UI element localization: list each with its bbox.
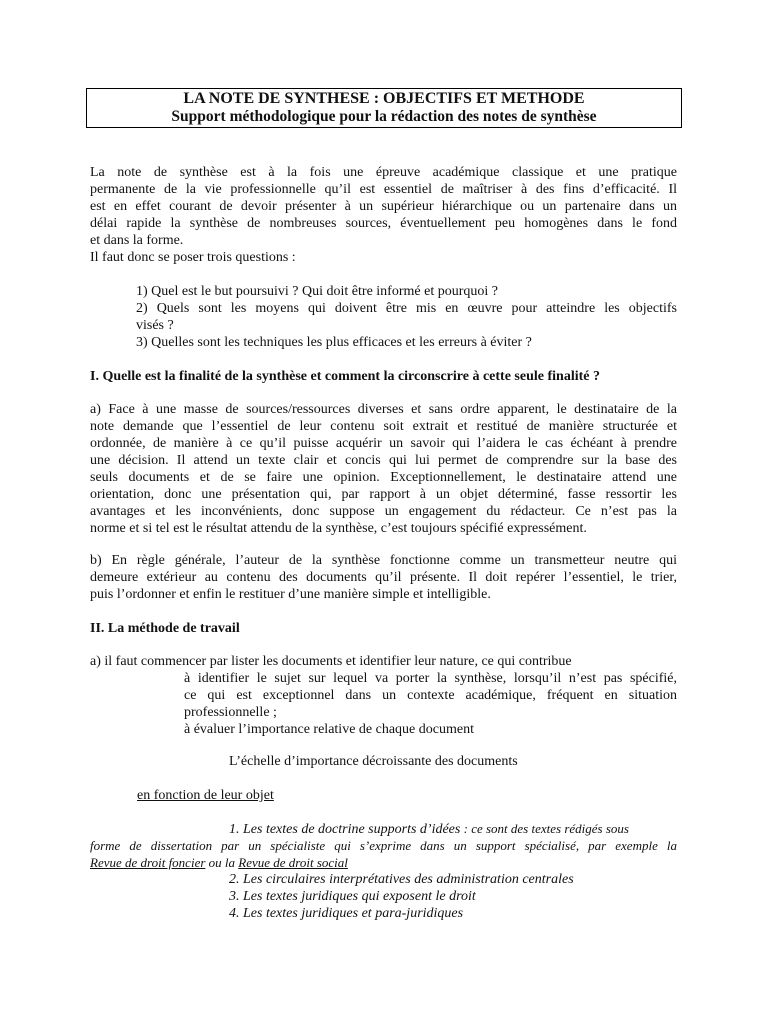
- para-line: une décision. Il attend un texte clair et concis qui lui permet de comprendre sur la base des: [90, 453, 677, 468]
- para-line: avantages et les inconvénients, donc suppose un engagement du rédacteur. Ce n’est pas la: [90, 504, 677, 519]
- question-2-cont: visés ?: [136, 318, 174, 333]
- intro-line: est en effet courant de devoir présenter à un supérieur hiérarchique ou un partenaire dans un: [90, 199, 677, 214]
- intro-line: permanente de la vie professionnelle qu’il est essentiel de maîtriser à des fins d’efficacité. Il: [90, 182, 677, 197]
- intro-line: Il faut donc se poser trois questions :: [90, 250, 296, 265]
- doc-item-1: [90, 820, 677, 837]
- indent-line: ce qui est exceptionnel dans un contexte académique, fréquent en situation: [184, 688, 677, 703]
- para-line: note demande que l’essentiel de leur contenu soit extrait et restitué de manière structurée et: [90, 419, 677, 434]
- indent-line: à identifier le sujet sur lequel va porter la synthèse, lorsqu’il n’est pas spécifié,: [184, 671, 677, 686]
- document-importance-list: [90, 820, 677, 922]
- doc-item-1-lead: 1. Les textes de doctrine supports d’idées: [229, 822, 461, 837]
- indent-line: à évaluer l’importance relative de chaque document: [184, 722, 474, 737]
- para-line: b) En règle générale, l’auteur de la synthèse fonctionne comme un transmetteur neutre qui: [90, 553, 677, 568]
- doc-item-1-line-2: forme de dissertation par un spécialiste qui s’exprime dans un support spécialisé, par exemple la: [90, 838, 677, 853]
- document-subtitle: Support méthodologique pour la rédaction des notes de synthèse: [171, 108, 597, 125]
- title-box: [86, 88, 682, 128]
- para-line: norme et si tel est le résultat attendu de la synthèse, c’est toujours spécifié expressément.: [90, 521, 587, 536]
- section-2-para-a: [90, 653, 677, 670]
- intro-line: La note de synthèse est à la fois une épreuve académique classique et une pratique: [90, 165, 677, 180]
- intro-paragraph: [90, 164, 677, 266]
- section-1-heading: I. Quelle est la finalité de la synthèse et comment la circonscrire à cette seule finalité ?: [90, 369, 600, 384]
- doc-item-1-between: ou la: [205, 855, 239, 870]
- revue-droit-social-ref: Revue de droit social: [238, 855, 348, 870]
- para-line: puis l’ordonner et enfin le restituer d’une manière simple et intelligible.: [90, 587, 491, 602]
- by-object-label: en fonction de leur objet: [137, 788, 274, 803]
- question-1: 1) Quel est le but poursuivi ? Qui doit être informé et pourquoi ?: [136, 284, 498, 299]
- doc-item-4: 4. Les textes juridiques et para-juridiques: [229, 906, 464, 921]
- doc-item-1-rest: : ce sont des textes rédigés sous: [460, 821, 629, 836]
- questions-list: [136, 283, 677, 351]
- doc-item-1-line-3: [90, 854, 677, 871]
- document-title: LA NOTE DE SYNTHESE : OBJECTIFS ET METHODE: [183, 90, 585, 107]
- section-1-para-b: [90, 552, 677, 603]
- para-line: orientation, donc une présentation qui, par rapport à un objet déterminé, fasse ressortir les: [90, 487, 677, 502]
- section-2-heading: II. La méthode de travail: [90, 621, 240, 636]
- para-line: seuls documents et de se faire une opinion. Exceptionnellement, le destinataire attend une: [90, 470, 677, 485]
- doc-item-2: 2. Les circulaires interprétatives des administration centrales: [229, 872, 574, 887]
- question-2: 2) Quels sont les moyens qui doivent être mis en œuvre pour atteindre les objectifs: [136, 301, 677, 316]
- para-line: demeure extérieur au contenu des documents qu’il présente. Il doit repérer l’essentiel, le trier,: [90, 570, 677, 585]
- revue-droit-foncier-ref: Revue de droit foncier: [90, 855, 206, 870]
- indent-line: professionnelle ;: [184, 705, 277, 720]
- section-2-indent-list: [184, 670, 677, 738]
- question-3: 3) Quelles sont les techniques les plus efficaces et les erreurs à éviter ?: [136, 335, 532, 350]
- intro-line: délai rapide la synthèse de nombreuses sources, éventuellement peu homogènes dans le fond: [90, 216, 677, 231]
- doc-item-3: 3. Les textes juridiques qui exposent le droit: [229, 889, 476, 904]
- scale-title: L’échelle d’importance décroissante des documents: [229, 754, 518, 769]
- section-1-para-a: [90, 401, 677, 537]
- para-line: a) il faut commencer par lister les documents et identifier leur nature, ce qui contribue: [90, 654, 572, 669]
- intro-line: et dans la forme.: [90, 233, 184, 248]
- para-line: a) Face à une masse de sources/ressources diverses et sans ordre apparent, le destinataire de la: [90, 402, 677, 417]
- para-line: ordonnée, de manière à ce qu’il puisse acquérir un savoir qui l’aidera le cas échéant à prendre: [90, 436, 677, 451]
